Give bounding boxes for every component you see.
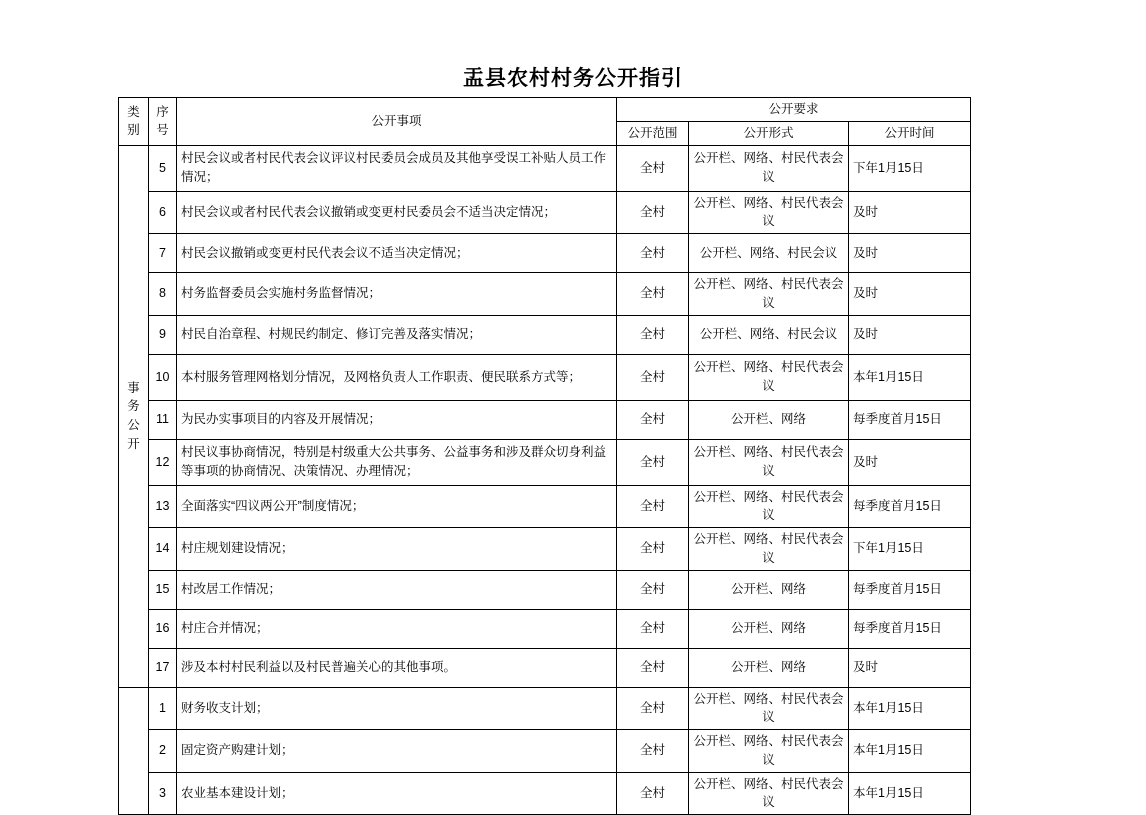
row-item: 村民议事协商情况，特别是村级重大公共事务、公益事务和涉及群众切身利益等事项的协商情况、决策情况、办理情况； [177,439,617,485]
table-row [119,273,971,316]
row-seq: 17 [149,648,177,687]
row-scope: 全村 [617,273,689,316]
row-scope: 全村 [617,730,689,773]
row-item: 村民自治章程、村规民约制定、修订完善及落实情况； [177,315,617,354]
table-row [119,485,971,528]
row-seq: 1 [149,687,177,730]
table-body [119,145,971,815]
row-seq: 15 [149,570,177,609]
row-time: 及时 [849,439,971,485]
table-row [119,528,971,571]
row-scope: 全村 [617,687,689,730]
table-row [119,570,971,609]
row-item: 村务监督委员会实施村务监督情况； [177,273,617,316]
row-scope: 全村 [617,354,689,400]
row-item: 固定资产购建计划； [177,730,617,773]
table-row [119,315,971,354]
column-header-item: 公开事项 [177,98,617,146]
row-scope: 全村 [617,145,689,191]
row-form: 公开栏、网络 [689,570,849,609]
table-row [119,145,971,191]
row-form: 公开栏、网络、村民代表会议 [689,772,849,815]
column-header-seq: 序号 [149,98,177,146]
row-scope: 全村 [617,191,689,234]
row-scope: 全村 [617,400,689,439]
row-seq: 5 [149,145,177,191]
table-row [119,609,971,648]
table-header [119,98,971,146]
table-row [119,772,971,815]
table-row [119,730,971,773]
row-form: 公开栏、网络、村民会议 [689,315,849,354]
row-scope: 全村 [617,315,689,354]
row-form: 公开栏、网络、村民代表会议 [689,273,849,316]
table-row [119,354,971,400]
column-header-requirement: 公开要求 [617,98,971,122]
row-time: 及时 [849,315,971,354]
row-seq: 6 [149,191,177,234]
row-item: 为民办实事项目的内容及开展情况； [177,400,617,439]
row-form: 公开栏、网络、村民代表会议 [689,145,849,191]
table-row [119,400,971,439]
row-seq: 10 [149,354,177,400]
row-form: 公开栏、网络、村民代表会议 [689,687,849,730]
table-row [119,191,971,234]
column-header-scope: 公开范围 [617,121,689,145]
page-title: 盂县农村村务公开指引 [463,67,683,90]
row-scope: 全村 [617,485,689,528]
row-time: 本年1月15日 [849,772,971,815]
row-time: 每季度首月15日 [849,609,971,648]
row-time: 本年1月15日 [849,354,971,400]
row-time: 每季度首月15日 [849,400,971,439]
row-time: 下年1月15日 [849,528,971,571]
row-scope: 全村 [617,609,689,648]
column-header-time: 公开时间 [849,121,971,145]
row-time: 及时 [849,273,971,316]
table-header-row-1 [119,98,971,122]
row-scope: 全村 [617,234,689,273]
table-row [119,648,971,687]
village-affairs-disclosure-table [118,97,971,815]
row-seq: 11 [149,400,177,439]
row-scope: 全村 [617,772,689,815]
row-item: 财务收支计划； [177,687,617,730]
row-time: 每季度首月15日 [849,485,971,528]
row-form: 公开栏、网络 [689,609,849,648]
row-item: 村改居工作情况； [177,570,617,609]
row-form: 公开栏、网络 [689,648,849,687]
row-item: 涉及本村村民利益以及村民普遍关心的其他事项。 [177,648,617,687]
row-seq: 2 [149,730,177,773]
row-time: 下年1月15日 [849,145,971,191]
row-form: 公开栏、网络、村民会议 [689,234,849,273]
row-seq: 9 [149,315,177,354]
row-scope: 全村 [617,439,689,485]
row-item: 村民会议撤销或变更村民代表会议不适当决定情况； [177,234,617,273]
table-row [119,439,971,485]
row-form: 公开栏、网络、村民代表会议 [689,485,849,528]
row-item: 全面落实“四议两公开”制度情况； [177,485,617,528]
row-item: 本村服务管理网格划分情况，及网格负责人工作职责、便民联系方式等； [177,354,617,400]
row-scope: 全村 [617,648,689,687]
row-seq: 14 [149,528,177,571]
row-item: 农业基本建设计划； [177,772,617,815]
row-form: 公开栏、网络、村民代表会议 [689,528,849,571]
row-seq: 8 [149,273,177,316]
column-header-form: 公开形式 [689,121,849,145]
row-time: 本年1月15日 [849,730,971,773]
group-label-affairs: 事务公开 [119,145,149,687]
row-form: 公开栏、网络、村民代表会议 [689,191,849,234]
row-form: 公开栏、网络、村民代表会议 [689,439,849,485]
row-form: 公开栏、网络、村民代表会议 [689,730,849,773]
row-time: 及时 [849,191,971,234]
row-form: 公开栏、网络、村民代表会议 [689,354,849,400]
table-row [119,687,971,730]
row-form: 公开栏、网络 [689,400,849,439]
column-header-category: 类别 [119,98,149,146]
group-label-finance [119,687,149,815]
row-scope: 全村 [617,570,689,609]
row-time: 每季度首月15日 [849,570,971,609]
row-scope: 全村 [617,528,689,571]
table-row [119,234,971,273]
row-item: 村庄合并情况； [177,609,617,648]
row-time: 本年1月15日 [849,687,971,730]
row-time: 及时 [849,648,971,687]
row-time: 及时 [849,234,971,273]
row-seq: 3 [149,772,177,815]
row-seq: 16 [149,609,177,648]
row-item: 村民会议或者村民代表会议撤销或变更村民委员会不适当决定情况； [177,191,617,234]
row-seq: 7 [149,234,177,273]
row-seq: 13 [149,485,177,528]
row-item: 村庄规划建设情况； [177,528,617,571]
row-seq: 12 [149,439,177,485]
row-item: 村民会议或者村民代表会议评议村民委员会成员及其他享受误工补贴人员工作情况； [177,145,617,191]
